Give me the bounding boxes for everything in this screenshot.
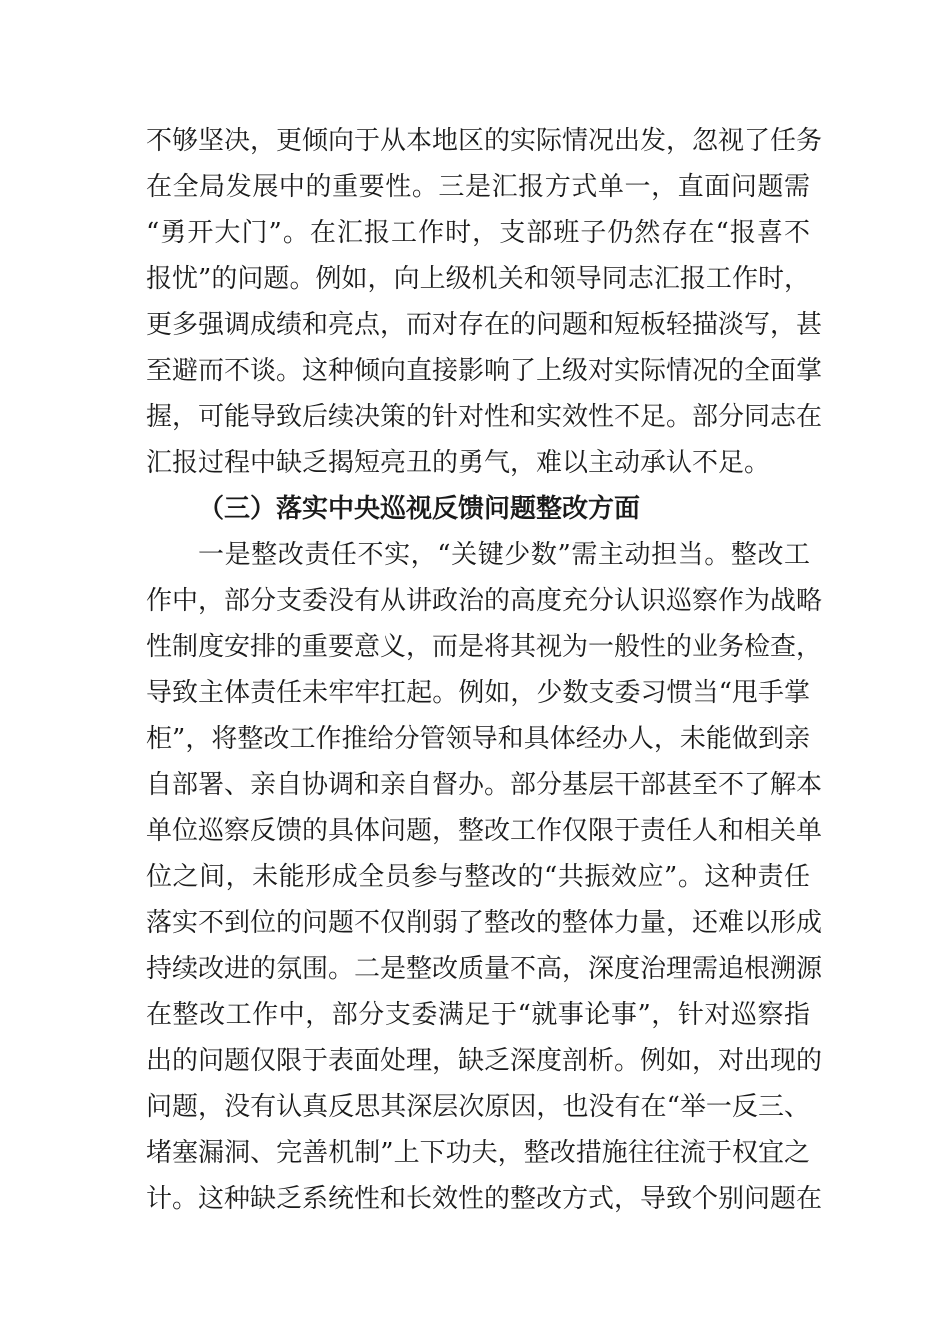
paragraph-line: 作中，部分支委没有从讲政治的高度充分认识巡察作为战略 — [146, 586, 823, 616]
paragraph-line: 汇报过程中缺乏揭短亮丑的勇气，难以主动承认不足。 — [146, 448, 771, 478]
paragraph-line: 持续改进的氛围。二是整改质量不高，深度治理需追根溯源 — [146, 954, 823, 984]
paragraph-line: 落实不到位的问题不仅削弱了整改的整体力量，还难以形成 — [146, 908, 823, 938]
paragraph-line: 在整改工作中，部分支委满足于“就事论事”，针对巡察指 — [146, 1000, 810, 1030]
paragraph-line: 导致主体责任未牢牢扛起。例如，少数支委习惯当“甩手掌 — [146, 678, 810, 708]
paragraph-line: 至避而不谈。这种倾向直接影响了上级对实际情况的全面掌 — [146, 356, 823, 386]
paragraph-line: 位之间，未能形成全员参与整改的“共振效应”。这种责任 — [146, 862, 810, 892]
document-body — [146, 118, 823, 1222]
paragraph-line: 不够坚决，更倾向于从本地区的实际情况出发，忽视了任务 — [146, 126, 823, 156]
paragraph-line: 自部署、亲自协调和亲自督办。部分基层干部甚至不了解本 — [146, 770, 823, 800]
paragraph-line: 在全局发展中的重要性。三是汇报方式单一，直面问题需 — [146, 172, 810, 202]
paragraph-line: 更多强调成绩和亮点，而对存在的问题和短板轻描淡写，甚 — [146, 310, 823, 340]
paragraph-line: “勇开大门”。在汇报工作时，支部班子仍然存在“报喜不 — [146, 218, 810, 248]
paragraph-line: 握，可能导致后续决策的针对性和实效性不足。部分同志在 — [146, 402, 823, 432]
paragraph-line: 一是整改责任不实，“关键少数”需主动担当。整改工 — [198, 540, 810, 570]
paragraph-line: 报忧”的问题。例如，向上级机关和领导同志汇报工作时， — [146, 264, 810, 294]
section-heading: （三）落实中央巡视反馈问题整改方面 — [198, 494, 641, 524]
paragraph-line: 出的问题仅限于表面处理，缺乏深度剖析。例如，对出现的 — [146, 1046, 823, 1076]
paragraph-line: 问题，没有认真反思其深层次原因，也没有在“举一反三、 — [146, 1092, 810, 1122]
paragraph-line: 性制度安排的重要意义，而是将其视为一般性的业务检查， — [146, 632, 823, 662]
paragraph-line: 单位巡察反馈的具体问题，整改工作仅限于责任人和相关单 — [146, 816, 823, 846]
paragraph-line: 计。这种缺乏系统性和长效性的整改方式，导致个别问题在 — [146, 1184, 823, 1214]
paragraph-line: 柜”，将整改工作推给分管领导和具体经办人，未能做到亲 — [146, 724, 810, 754]
paragraph-line: 堵塞漏洞、完善机制”上下功夫，整改措施往往流于权宜之 — [146, 1138, 810, 1168]
